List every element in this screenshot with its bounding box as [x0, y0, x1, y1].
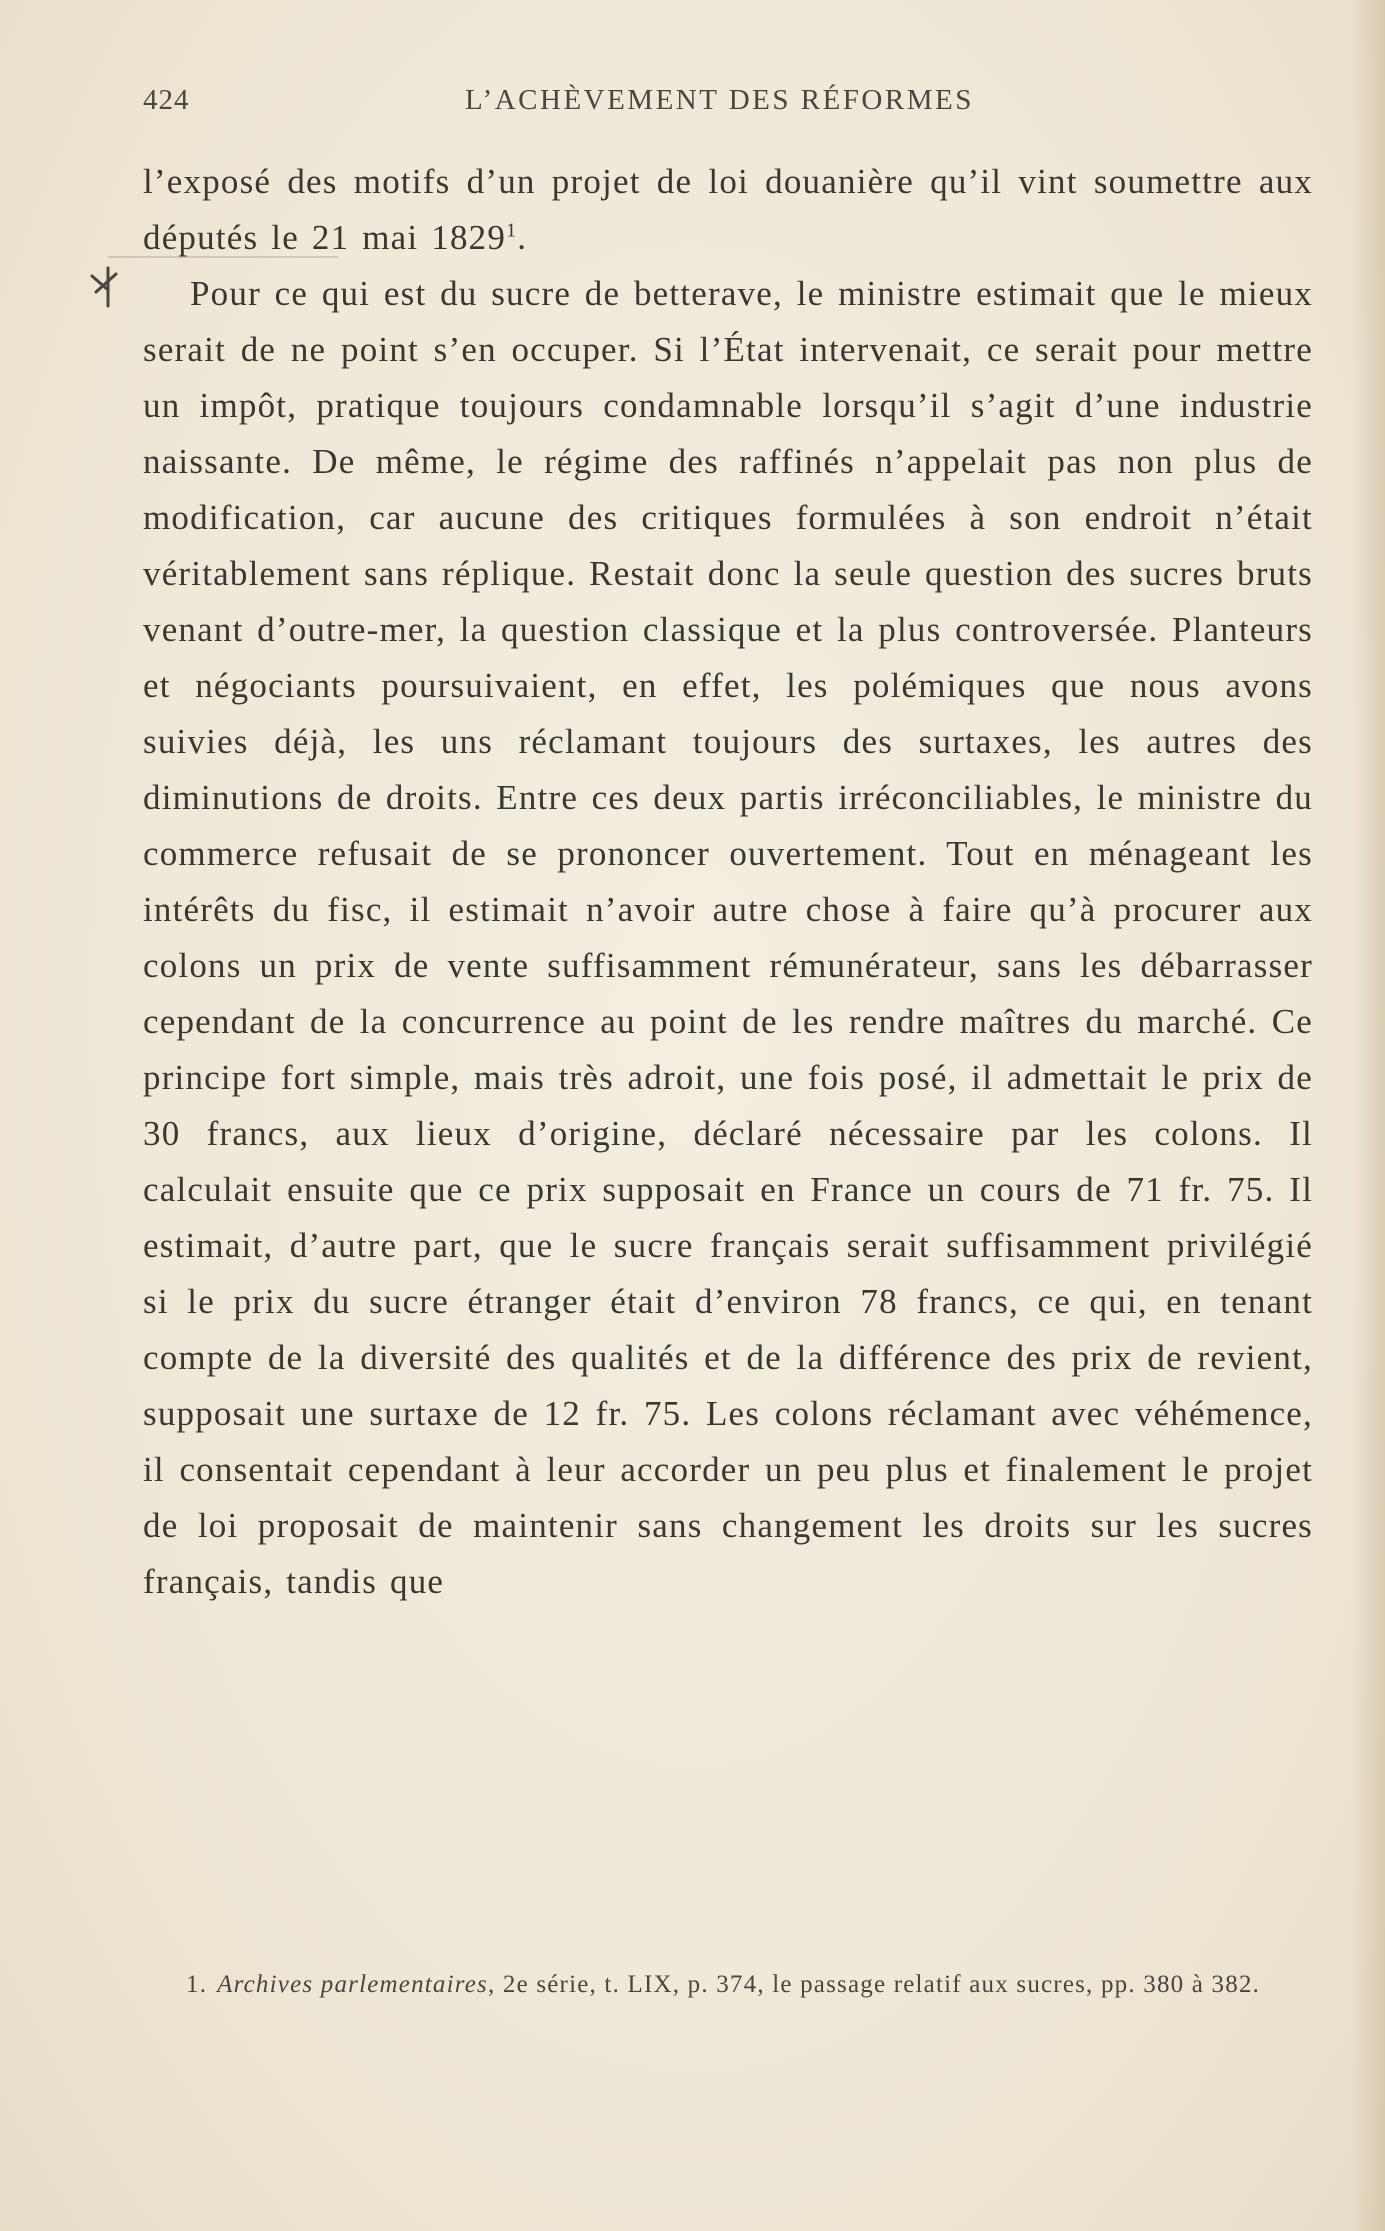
page-edge-shadow — [1351, 0, 1385, 2231]
footnote — [143, 1965, 1313, 2005]
paragraph-1 — [143, 154, 1313, 266]
footnote-source-title: Archives parlementaires — [217, 1971, 488, 1998]
paragraph-2: Pour ce qui est du sucre de betterave, le ministre estimait que le mieux serait de ne point s’en occuper. Si l’État intervenait, ce serait pour mettre un impôt, pratique toujours condamnable lorsqu’il s’agit d’une industrie naissante. De même, le régime des raffinés n’appelait pas non plus de modification, car aucune des critiques formulées à son endroit n’était véritablement sans réplique. Restait donc la seule question des sucres bruts venant d’outre-mer, la question classique et la plus controversée. Planteurs et négociants poursuivaient, en effet, les polémiques que nous avons suivies déjà, les uns réclamant toujours des surtaxes, les autres des diminutions de droits. Entre ces deux partis irréconciliables, le ministre du commerce refusait de se prononcer ouvertement. Tout en ménageant les intérêts du fisc, il estimait n’avoir autre chose à faire qu’à procurer aux colons un prix de vente suffisamment rémunérateur, sans les débarrasser cependant de la concurrence au point de les rendre maîtres du marché. Ce principe fort simple, mais très adroit, une fois posé, il admettait le prix de 30 francs, aux lieux d’origine, déclaré nécessaire par les colons. Il calculait ensuite que ce prix supposait en France un cours de 71 fr. 75. Il estimait, d’autre part, que le sucre français serait suffisamment privilégié si le prix du sucre étranger était d’environ 78 francs, ce qui, en tenant compte de la diversité des qualités et de la différence des prix de revient, supposait une surtaxe de 12 fr. 75. Les colons réclamant avec véhémence, il consentait cependant à leur accorder un peu plus et finalement le projet de loi proposait de maintenir sans changement les droits sur les sucres français, tandis que — [143, 274, 1313, 1601]
handwritten-cross-mark-icon — [86, 262, 126, 312]
paragraph-1-end: . — [517, 218, 528, 257]
running-title: L’ACHÈVEMENT DES RÉFORMES — [465, 84, 974, 116]
main-text — [143, 154, 1313, 1610]
paragraph-1-text: l’exposé des motifs d’un projet de loi douanière qu’il vint soumettre aux députés le 21 mai 1829 — [143, 162, 1313, 257]
page-number: 424 — [143, 84, 190, 116]
footnote-number: 1. — [186, 1971, 208, 1998]
footnote-text: , 2e série, t. LIX, p. 374, le passage relatif aux sucres, pp. 380 à 382. — [487, 1971, 1261, 1998]
page-header — [143, 84, 1313, 124]
footnote-reference: 1 — [506, 219, 518, 242]
